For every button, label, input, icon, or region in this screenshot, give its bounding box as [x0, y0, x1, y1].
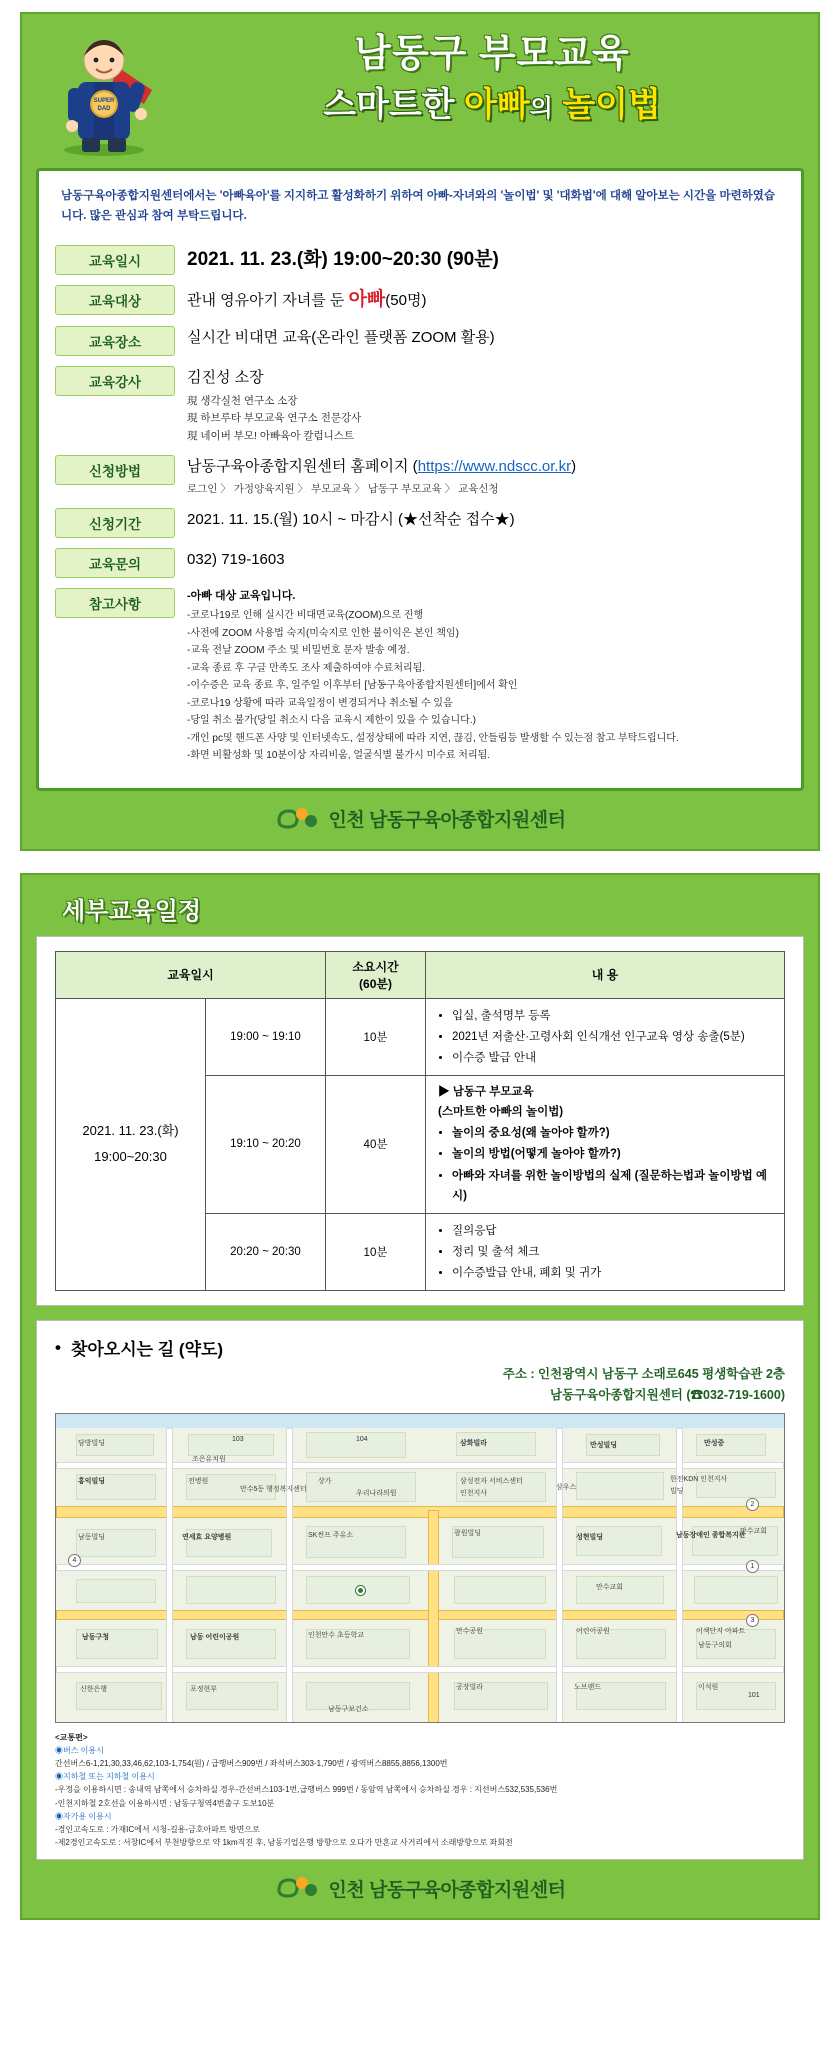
schedule-item: • 입실, 출석명부 등록	[452, 1006, 776, 1026]
map-label: 만수교회	[596, 1583, 624, 1591]
value-contact: 032) 719-1603	[187, 550, 285, 568]
map-label: 남동빌딩	[78, 1533, 106, 1541]
notes-title: -아빠 대상 교육입니다.	[187, 589, 296, 602]
map-label: 어린이공원	[576, 1627, 610, 1635]
schedule-item: • 이수증발급 안내, 폐회 및 귀가	[452, 1263, 776, 1283]
map-label: 연세효 요양병원	[182, 1533, 232, 1541]
footer2-center-name: 인천 남동구육아종합지원센터	[328, 1879, 566, 1901]
lecturer-career-2: 現 하브루타 부모교육 연구소 전문강사	[187, 412, 362, 425]
poster-footer	[36, 803, 804, 835]
poster-body	[36, 168, 804, 791]
note-item: -교육 종료 후 구글 만족도 조사 제출하여야 수료처리됨.	[187, 662, 426, 674]
header-duration-line1: 소요시간	[352, 959, 399, 974]
map-label: 담방빌딩	[78, 1439, 106, 1447]
center-logo-icon	[275, 805, 321, 833]
map-label: 남동구보건소	[328, 1705, 369, 1713]
schedule-header-row	[56, 951, 785, 998]
map-marker-icon: 1	[746, 1560, 759, 1573]
map-label: 남동구청	[82, 1633, 110, 1641]
map-label: 포정현부	[190, 1685, 218, 1693]
map-label: 삼화빌라	[460, 1439, 488, 1447]
transit-line: ◉자가용 이용시	[55, 1811, 112, 1821]
footer-center-name: 인천 남동구육아종합지원센터	[328, 810, 566, 832]
schedule-heading: ▶ 남동구 부모교육	[438, 1086, 534, 1099]
value-lecturer: 김진성 소장	[187, 368, 264, 386]
value-target-emph: 아빠	[348, 289, 386, 311]
value-apply-period: 2021. 11. 15.(월) 10시 ~ 마감시 (★선착순 접수★)	[187, 510, 515, 528]
label-apply-period: 신청기간	[55, 508, 175, 538]
value-target-pre: 관내 영유아기 자녀를 둔	[187, 292, 349, 310]
schedule-item: • 정리 및 출석 체크	[452, 1242, 776, 1262]
info-row-apply-method	[55, 450, 785, 503]
header-time: 교육일시	[56, 951, 326, 998]
super-dad-mascot-icon	[44, 30, 164, 158]
map-label: 홍익빌딩	[78, 1477, 106, 1485]
poster-page	[0, 12, 840, 2072]
schedule-subheading: (스마트한 아빠의 놀이법)	[438, 1106, 564, 1119]
transit-line: -우정을 이용하시면 : 송내역 남쪽에서 승차하실 경우-간선버스103-1번,급행버스 999번 / 동암역 남쪽에서 승차하실 경우 : 지선버스532,535,536번	[55, 1785, 558, 1795]
poster2-footer	[36, 1872, 804, 1904]
info-row-contact	[55, 543, 785, 583]
map-label: 남동구의회	[698, 1641, 732, 1649]
title-sub-part3: 의	[529, 94, 553, 122]
map-label: 만수교회	[740, 1527, 768, 1535]
map-label: 103	[232, 1435, 244, 1443]
note-item: -화면 비활성화 및 10분이상 자리비움, 얼굴식별 불가시 미수료 처리됨.	[187, 750, 491, 762]
schedule-duration: 10분	[326, 1213, 426, 1290]
notes-list	[187, 607, 785, 765]
info-row-date	[55, 240, 785, 280]
apply-path: 로그인 〉 가정양육지원 〉 부모교육 〉 남동구 부모교육 〉 교육신청	[187, 482, 499, 495]
transit-info	[55, 1731, 785, 1850]
map-label: 인천지사	[460, 1489, 488, 1497]
title-sub-part4: 놀이법	[562, 85, 661, 124]
map-label: 만성빌딩	[590, 1441, 618, 1449]
map-label: 신한은행	[80, 1685, 108, 1693]
info-row-target	[55, 280, 785, 320]
map-pin-center	[356, 1586, 365, 1595]
transit-title: <교통편>	[55, 1732, 88, 1742]
transit-line: -경인고속도로 : 가재IC에서 시청-길용-금호아파트 방면으로	[55, 1825, 260, 1835]
map-label: 만수공원	[456, 1627, 484, 1635]
address-block	[55, 1364, 785, 1407]
apply-method-post: )	[571, 457, 577, 475]
header-duration-line2: (60분)	[359, 976, 392, 991]
poster-header	[36, 24, 804, 164]
center-homepage-link[interactable]: https://www.ndscc.or.kr	[417, 457, 572, 475]
map-label: 삼성전자 서비스센터	[460, 1477, 523, 1485]
schedule-content	[426, 1076, 785, 1214]
map-label: 광원빌딩	[454, 1529, 482, 1537]
note-item: -개인 pc및 핸드폰 사양 및 인터넷속도, 설정상태에 따라 지연, 끊김, 안들림등 발생할 수 있는점 참고 부탁드립니다.	[187, 732, 679, 744]
note-item: -당일 취소 불가(당일 취소시 다음 교육시 제한이 있을 수 있습니다.)	[187, 715, 476, 727]
map-marker-icon: 2	[746, 1498, 759, 1511]
svg-text:DAD: DAD	[97, 106, 111, 112]
info-table	[55, 240, 785, 770]
note-item: -사전에 ZOOM 사용법 숙지(미숙지로 인한 불이익은 본인 책임)	[187, 627, 459, 639]
map-image[interactable]	[55, 1413, 785, 1723]
map-label: 전병원	[188, 1477, 209, 1485]
info-row-place	[55, 321, 785, 361]
note-item: -코로나19로 인해 실시간 비대면교육(ZOOM)으로 진행	[187, 610, 424, 622]
schedule-date-line2: 19:00~20:30	[94, 1149, 167, 1165]
value-place: 실시간 비대면 교육(온라인 플랫폼 ZOOM 활용)	[187, 328, 495, 346]
info-row-apply-period	[55, 503, 785, 543]
transit-line: 간선버스6-1,21,30,33,46,62,103-1,754(원) / 급행버스909번 / 좌석버스303-1,790번 / 광역버스8855,8856,1300번	[55, 1759, 448, 1769]
directions-title: 찾아오시는 길 (약도)	[70, 1340, 224, 1360]
label-notes: 참고사항	[55, 588, 175, 618]
map-label: 공장빌라	[456, 1683, 484, 1691]
label-contact: 교육문의	[55, 548, 175, 578]
poster-title-block	[186, 32, 798, 126]
map-label: 남동 어린이공원	[190, 1633, 240, 1641]
svg-text:SUPER: SUPER	[93, 98, 115, 104]
poster-schedule	[20, 873, 820, 1921]
schedule-time: 19:10 ~ 20:20	[206, 1076, 326, 1214]
address-line1: 주소 : 인천광역시 남동구 소래로645 평생학습관 2층	[502, 1367, 785, 1382]
apply-method-pre: 남동구육아종합지원센터 홈페이지 (	[187, 457, 418, 475]
map-label: 성현빌딩	[576, 1533, 604, 1541]
bullet-icon: •	[55, 1337, 61, 1357]
schedule-item: • 2021년 저출산·고령사회 인식개선 인구교육 영상 송출(5분)	[452, 1027, 776, 1047]
header-duration	[326, 951, 426, 998]
lecturer-career-3: 現 네이버 부모! 아빠육아 칼럼니스트	[187, 429, 355, 442]
title-sub-part2: 아빠	[463, 85, 530, 124]
schedule-duration: 10분	[326, 998, 426, 1075]
directions-card	[36, 1320, 804, 1860]
schedule-duration: 40분	[326, 1076, 426, 1214]
value-target-post: (50명)	[385, 292, 427, 310]
schedule-date-line1: 2021. 11. 23.(화)	[82, 1123, 179, 1139]
schedule-item: • 아빠와 자녀를 위한 놀이방법의 실제 (질문하는법과 놀이방법 예시)	[452, 1166, 776, 1206]
schedule-card	[36, 936, 804, 1307]
label-apply-method: 신청방법	[55, 455, 175, 485]
map-label: 만성중	[704, 1439, 725, 1447]
section-title: 세부교육일정	[62, 897, 202, 925]
schedule-date-cell	[56, 998, 206, 1291]
map-label: 만수5동 행정복지센터	[240, 1485, 307, 1493]
transit-line: ◉지하철 또는 지하철 이용시	[55, 1772, 155, 1782]
info-row-notes	[55, 583, 785, 770]
center-logo-icon	[275, 1874, 321, 1902]
lecturer-career-1: 現 생각실천 연구소 소장	[187, 394, 298, 407]
schedule-time: 20:20 ~ 20:30	[206, 1213, 326, 1290]
header-content: 내 용	[426, 951, 785, 998]
note-item: -코로나19 상황에 따라 교육일정이 변경되거나 취소될 수 있음	[187, 697, 453, 709]
transit-line: ◉버스 이용시	[55, 1745, 104, 1755]
note-item: -이수증은 교육 종료 후, 일주일 이후부터 [남동구육아종합지원센터]에서 확인	[187, 680, 518, 692]
schedule-content	[426, 1213, 785, 1290]
label-target: 교육대상	[55, 285, 175, 315]
map-label: 남동장애인 종합복지관	[676, 1531, 746, 1539]
poster-title-sub	[186, 84, 798, 127]
schedule-content	[426, 998, 785, 1075]
note-item: -교육 전날 ZOOM 주소 및 비밀번호 문자 발송 예정.	[187, 645, 410, 657]
map-label: 인천만수 초등학교	[308, 1631, 365, 1639]
schedule-time: 19:00 ~ 19:10	[206, 998, 326, 1075]
directions-header	[55, 1335, 785, 1360]
lecturer-careers	[187, 393, 785, 445]
label-date: 교육일시	[55, 245, 175, 275]
map-label: 이색단지 아파트	[696, 1627, 746, 1635]
map-label: 우리나라의원	[356, 1489, 397, 1497]
transit-line: -제2경인고속도로 : 서창IC에서 부천방향으로 약 1km직진 후, 남동기업은행 방향으로 오다가 만혼교 사거리에서 소래방향으로 좌회전	[55, 1838, 513, 1848]
poster-title-main: 남동구 부모교육	[354, 33, 630, 75]
schedule-table	[55, 951, 785, 1292]
transit-line: -인천지하철 2호선을 이용하시면 : 남동구청역4번출구 도보10분	[55, 1798, 275, 1808]
title-sub-part1: 스마트한	[323, 85, 455, 124]
label-place: 교육장소	[55, 326, 175, 356]
map-label: 상가	[318, 1477, 332, 1485]
map-label: 조은유치원	[192, 1455, 226, 1463]
schedule-item: • 놀이의 방법(어떻게 놀아야 할까?)	[452, 1144, 776, 1164]
schedule-item: • 놀이의 중요성(왜 놀아야 할까?)	[452, 1123, 776, 1143]
map-label: 노브랜드	[574, 1683, 602, 1691]
intro-text: 남동구육아종합지원센터에서는 '아빠육아'를 지지하고 활성화하기 위하여 아빠-자녀와의 '놀이법' 및 '대화법'에 대해 알아보는 시간을 마련하였습니다. 많은 관심과 참여 부탁드립니다.	[61, 190, 776, 222]
value-apply-method	[187, 455, 785, 479]
map-label: 104	[356, 1435, 368, 1443]
map-label: SK썬프 주유소	[308, 1531, 354, 1539]
map-label: 빌딩	[670, 1487, 684, 1495]
map-label: 이석원	[698, 1683, 719, 1691]
map-label: 한전KDN 인천지사	[670, 1475, 728, 1483]
value-date: 2021. 11. 23.(화) 19:00~20:30 (90분)	[187, 249, 499, 271]
schedule-item: • 질의응답	[452, 1221, 776, 1241]
label-lecturer: 교육강사	[55, 366, 175, 396]
info-row-lecturer	[55, 361, 785, 450]
schedule-item: • 이수증 발급 안내	[452, 1048, 776, 1068]
poster-main	[20, 12, 820, 851]
map-label: 101	[748, 1691, 760, 1699]
map-marker-icon: 3	[746, 1614, 759, 1627]
map-marker-icon: 4	[68, 1554, 81, 1567]
map-label: 삼우스	[556, 1483, 577, 1491]
address-line2: 남동구육아종합지원센터 (☎032-719-1600)	[550, 1388, 785, 1403]
table-row	[56, 998, 785, 1075]
